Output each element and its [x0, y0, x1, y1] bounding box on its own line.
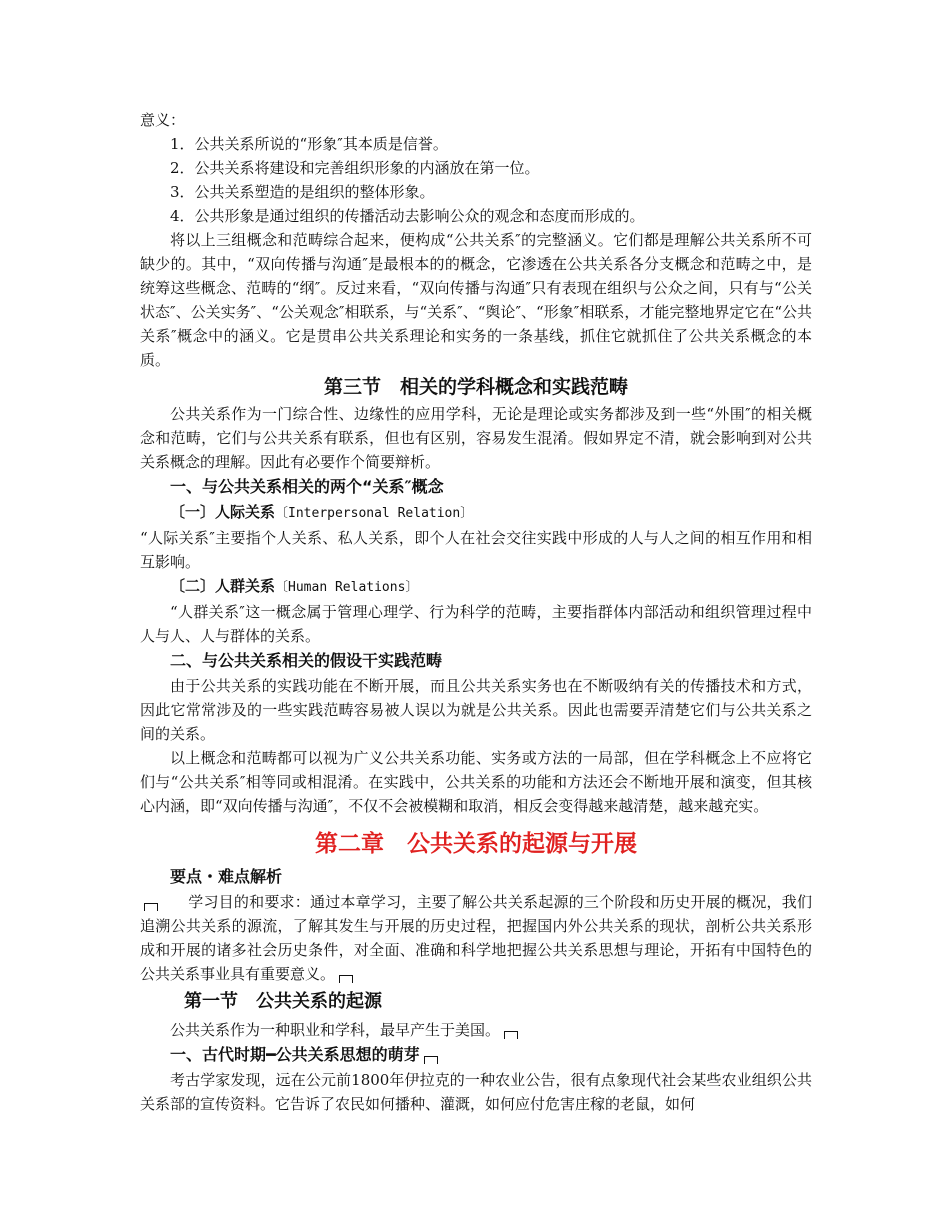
ancient-paragraph: 考古学家发现，远在公元前1800年伊拉克的一种农业公告，很有点象现代社会某些农业组织公共关系部的宣传资料。它告诉了农民如何播种、灌溉，如何应付危害庄稼的老鼠，如何: [140, 1071, 812, 1113]
paragraph-mark-icon: [424, 1056, 438, 1064]
paragraph-mark-icon: [339, 975, 353, 983]
section3-paragraph: 公共关系作为一门综合性、边缘性的应用学科，无论是理论或实务都涉及到一些“外围″的相关概念和范畴，它们与公共关系有联系，但也有区别，容易发生混淆。假如界定不清，就会影响到对公共关系概念的理解。因此有必要作个简要辩析。: [140, 405, 812, 471]
ancient-title-text: 一、古代时期━公共关系思想的萌芽: [170, 1045, 420, 1064]
paragraph-mark-icon: [504, 1031, 518, 1039]
item1-label: 〔一〕人际关系: [170, 503, 276, 521]
sub2-paragraph-1: 由于公共关系的实践功能在不断开展，而且公共关系实务也在不断吸纳有关的传播技术和方式，因此它常常涉及的一些实践范畴容易被人误以为就是公共关系。因此也需要弄清楚它们与公共关系之间的关系。: [140, 677, 812, 743]
key-points-title: 要点・难点解析: [170, 867, 283, 886]
objectives-text: 学习目的和要求：通过本章学习，主要了解公共关系起源的三个阶段和历史开展的概况，我们追溯公共关系的源流，了解其发生与开展的历史过程，把握国内外公共关系的现状，剖析公共关系形成和开展的诸多社会历史条件，对全面、准确和科学地把握公共关系思想与理论，开拓有中国特色的公共关系事业具有重要意义。: [140, 893, 812, 983]
meaning-item: 1．公共关系所说的“形象″其本质是信誉。: [170, 135, 448, 153]
section3-title: 第三节 相关的学科概念和实践范畴: [323, 376, 628, 398]
document-page: [140, 108, 812, 1116]
item1-text: “人际关系″主要指个人关系、私人关系，即个人在社会交往实践中形成的人与人之间的相互作用和相互影响。: [140, 529, 812, 571]
sub2-paragraph-2: 以上概念和范畴都可以视为广义公共关系功能、实务或方法的一局部，但在学科概念上不应将它们与“公共关系″相等同或相混淆。在实践中，公共关系的功能和方法还会不断地开展和演变，但其核心内涵，即“双向传播与沟通″，不仅不会被模糊和取消，相反会变得越来越清楚，越来越充实。: [140, 749, 812, 815]
chapter2-section1-title: 第一节 公共关系的起源: [184, 991, 382, 1012]
summary-paragraph: 将以上三组概念和范畴综合起来，便构成“公共关系″的完整涵义。它们都是理解公共关系所不可缺少的。其中，“双向传播与沟通″是最根本的的概念，它渗透在公共关系各分支概念和范畴之中，是统筹这些概念、范畴的“纲″。反过来看，“双向传播与沟通″只有表现在组织与公众之间，只有与“公关状态″、公关实务″、“公关观念″相联系，与“关系″、“舆论″、“形象″相联系，才能完整地界定它在“公共关系″概念中的涵义。它是贯串公共关系理论和实务的一条基线，抓住它就抓住了公共关系概念的本质。: [140, 231, 812, 369]
section3-sub2-title: 二、与公共关系相关的假设干实践范畴: [170, 651, 443, 670]
intro-label: 意义：: [140, 111, 186, 129]
section1-paragraph: [140, 1018, 812, 1042]
section3-sub1-title: 一、与公共关系相关的两个“关系″概念: [170, 477, 444, 496]
item2-heading: [140, 574, 812, 600]
objectives-paragraph: [140, 890, 812, 986]
meaning-item: 3．公共关系塑造的是组织的整体形象。: [170, 183, 435, 201]
item1-heading: [140, 500, 812, 526]
chapter2-title: 第二章 公共关系的起源与开展: [315, 831, 637, 857]
item2-label: 〔二〕人群关系: [170, 577, 276, 595]
ancient-period-title: [140, 1042, 812, 1068]
meaning-item: 4．公共形象是通过组织的传播活动去影响公众的观念和态度而形成的。: [170, 207, 645, 225]
item1-english: 〔Interpersonal Relation〕: [275, 506, 474, 521]
section1-text: 公共关系作为一种职业和学科，最早产生于美国。: [170, 1021, 501, 1039]
paragraph-mark-icon: [144, 903, 158, 911]
item2-text: “人群关系″这一概念属于管理心理学、行为科学的范畴，主要指群体内部活动和组织管理过程中人与人、人与群体的关系。: [140, 603, 812, 645]
meaning-item: 2．公共关系将建设和完善组织形象的内涵放在第一位。: [170, 159, 540, 177]
item2-english: 〔Human Relations〕: [275, 580, 419, 595]
